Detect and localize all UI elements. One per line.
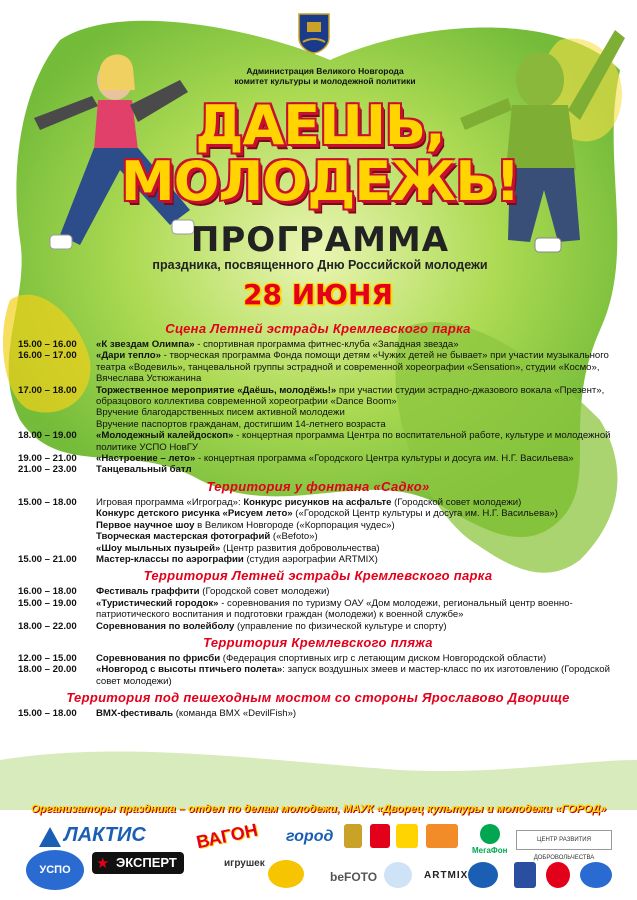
- program-content: [18, 318, 618, 720]
- megafon-logo: [472, 824, 508, 858]
- program-row: [18, 385, 618, 408]
- sponsor-circle-icon: [468, 862, 498, 888]
- sponsor-logos: [0, 818, 637, 900]
- sponsor-circle-icon: [580, 862, 612, 888]
- section-title: Территория Кремлевского пляжа: [203, 634, 433, 650]
- section-title: Территория Летней эстрады Кремлевского парка: [143, 568, 493, 584]
- program-row: [18, 464, 618, 475]
- row-time: [18, 520, 96, 531]
- row-time: 17.00 – 18.00: [18, 384, 77, 396]
- sponsor-emblem-icon: [426, 824, 458, 848]
- sponsor-circle-icon: [268, 860, 304, 888]
- row-time: 18.00 – 20.00: [18, 664, 77, 676]
- row-bold: «Туристический городок»: [96, 597, 219, 609]
- program-row: [18, 497, 618, 508]
- program-row: [18, 520, 618, 531]
- uspo-logo-text: УСПО: [39, 864, 71, 876]
- row-desc: [96, 554, 618, 565]
- program-row: [18, 708, 618, 719]
- program-row: [18, 543, 618, 554]
- row-rest: - спортивная программа фитнес-клуба «Западная звезда»: [194, 339, 459, 350]
- row-time: 15.00 – 16.00: [18, 339, 77, 350]
- row-bold: Творческая мастерская фотографий: [96, 531, 271, 543]
- row-bold: Первое научное шоу: [96, 519, 195, 531]
- row-desc: [96, 497, 618, 508]
- razvitie-logo-text: ЦЕНТР РАЗВИТИЯ ДОБРОВОЛЬЧЕСТВА: [533, 837, 595, 861]
- row-rest: при участии студии эстрадно-джазового вокала «Презент», образцового коллектива современной хореографии «Dance Boom»: [96, 384, 605, 408]
- igrushek-logo: игрушек: [224, 858, 265, 869]
- program-row: [18, 531, 618, 542]
- program-row: [18, 430, 618, 453]
- row-time: 15.00 – 18.00: [18, 496, 77, 508]
- megafon-logo-text: МегаФон: [472, 846, 508, 855]
- row-desc: [96, 453, 618, 464]
- program-row: [18, 419, 618, 430]
- organizers-line: Организаторы праздника – отдел по делам молодежи, МАУК «Дворец культуры и молодежи «ГОРОД»: [30, 803, 607, 815]
- row-time: 15.00 – 18.00: [18, 708, 77, 720]
- row-desc: [96, 621, 618, 632]
- sponsor-circle-icon: [384, 862, 412, 888]
- row-rest: («Befoto»): [270, 531, 318, 543]
- city-coat-of-arms-icon: [297, 12, 331, 54]
- star-icon: ★: [96, 855, 110, 872]
- row-time: 15.00 – 21.00: [18, 553, 77, 565]
- row-time: 16.00 – 17.00: [18, 350, 77, 362]
- sponsor-emblem-icon: [370, 824, 390, 848]
- expert-logo: [92, 852, 184, 874]
- row-time: 12.00 – 15.00: [18, 652, 77, 664]
- row-desc: [96, 508, 618, 519]
- row-desc: [96, 520, 618, 531]
- row-time: 18.00 – 19.00: [18, 430, 77, 442]
- admin-line2: комитет культуры и молодежной политики: [234, 76, 416, 86]
- sponsor-emblem-icon: [396, 824, 418, 848]
- subtitle: праздника, посвященного Дню Российской молодежи: [152, 258, 488, 272]
- uspo-logo: [26, 850, 84, 890]
- program-row: [18, 453, 618, 464]
- row-bold: Соревнования по фрисби: [96, 652, 221, 664]
- row-bold: «Настроение – лето»: [96, 453, 196, 465]
- row-rest: (Федерация спортивных игр с летающим диском Новгородской области): [220, 652, 547, 664]
- row-desc: [96, 598, 618, 621]
- row-bold: Конкурс рисунков на асфальте: [243, 496, 392, 508]
- row-rest: - концертная программа «Городского Центра культуры и досуга им. Н.Г. Васильева»: [195, 453, 574, 465]
- row-time: [18, 531, 96, 542]
- razvitie-logo: [516, 830, 612, 861]
- row-desc: [96, 339, 618, 350]
- row-bold: «Дари тепло»: [96, 350, 161, 362]
- row-desc: [96, 419, 618, 430]
- row-desc: [96, 350, 618, 384]
- row-bold: «Новгород с высоты птичьего полета»: [96, 664, 283, 676]
- admin-line1: Администрация Великого Новгорода: [246, 66, 404, 76]
- befoto-logo: beFOTO: [330, 870, 378, 884]
- row-rest: (управление по физической культуре и спорту): [234, 620, 447, 632]
- row-bold: Танцевальный батл: [96, 464, 192, 476]
- row-bold: Мастер-классы по аэрографии: [96, 553, 244, 565]
- row-rest: в Великом Новгороде («Корпорация чудес»): [194, 519, 395, 531]
- row-rest: : запуск воздушных змеев и мастер-класс по их изготовлению (Городской совет молодежи): [96, 664, 610, 687]
- row-rest: - соревнования по туризму ОАУ «Дом молодежи, региональный центр военно-патриотического воспитания и подготовки граждан (молодежи) к военной службе»: [96, 597, 573, 621]
- main-title-line1: ДАЕШЬ,: [195, 94, 445, 157]
- program-row: [18, 554, 618, 565]
- sponsor-circle-icon: [546, 862, 570, 888]
- laktis-logo-icon: [38, 826, 62, 848]
- row-bold: BMX-фестиваль: [96, 708, 174, 720]
- row-rest: - концертная программа Центра по воспитательной работе, культуре и молодежной политике УСПО НовГУ: [96, 430, 611, 453]
- program-row: [18, 350, 618, 384]
- row-desc: [96, 664, 618, 687]
- row-rest: (студия аэрографии ARTMIX): [243, 553, 378, 565]
- laktis-logo: ЛАКТИС: [64, 824, 146, 846]
- program-row: [18, 407, 618, 418]
- row-rest: (команда BMX «DevilFish»): [173, 708, 297, 720]
- row-desc: [96, 464, 618, 475]
- row-bold: Фестиваль граффити: [96, 586, 200, 598]
- sponsor-emblem-icon: [344, 824, 362, 848]
- program-row: [18, 621, 618, 632]
- row-desc: [96, 430, 618, 453]
- program-row: [18, 339, 618, 350]
- section-title: Территория у фонтана «Садко»: [206, 478, 430, 494]
- row-bold: «Шоу мыльных пузырей»: [96, 542, 221, 554]
- artmix-logo: ARTMIX: [424, 870, 469, 881]
- row-time: [18, 419, 96, 430]
- row-time: 18.00 – 22.00: [18, 620, 77, 632]
- row-desc: [96, 586, 618, 597]
- row-time: [18, 407, 96, 418]
- row-desc: [96, 543, 618, 554]
- section-title: Сцена Летней эстрады Кремлевского парка: [165, 321, 471, 336]
- row-desc: [96, 385, 618, 408]
- expert-logo-text: ЭКСПЕРТ: [116, 855, 177, 870]
- row-time: 19.00 – 21.00: [18, 453, 77, 465]
- sponsor-circle-icon: [514, 862, 536, 888]
- row-desc: [96, 531, 618, 542]
- row-rest: (Городской совет молодежи): [391, 496, 522, 508]
- row-bold: «К звездам Олимпа»: [96, 339, 195, 350]
- row-rest: - творческая программа Фонда помощи детям «Чужих детей не бывает» при участии музыкального театра «Водевиль», танцевальной группы эстрадной и современной хореографии «Sensation», студии «Космо», Вячеслава Устюжанина: [96, 350, 609, 385]
- row-desc: [96, 407, 618, 418]
- row-time: 16.00 – 18.00: [18, 586, 77, 598]
- row-rest: Вручение благодарственных писем активной молодежи: [96, 407, 345, 419]
- row-bold: «Молодежный калейдоскоп»: [96, 430, 234, 442]
- row-rest: («Городской Центр культуры и досуга им. Н.Г. Васильева»): [292, 508, 558, 520]
- row-bold: Торжественное мероприятие «Даёшь, молодёжь!»: [96, 384, 337, 396]
- event-date: 28 ИЮНЯ: [242, 278, 393, 311]
- megafon-icon: [480, 824, 500, 844]
- organizer-header: [205, 66, 445, 86]
- row-time: 15.00 – 19.00: [18, 597, 77, 609]
- row-bold: Соревнования по волейболу: [96, 620, 235, 632]
- row-rest: Игровая программа «Игроград»:: [96, 496, 244, 508]
- program-row: [18, 598, 618, 621]
- section-title: Территория под пешеходным мостом со стороны Ярославово Дворище: [66, 690, 570, 706]
- row-rest: Вручение паспортов гражданам, достигшим 14-летнего возраста: [96, 418, 386, 430]
- row-desc: [96, 653, 618, 664]
- row-desc: [96, 708, 618, 719]
- row-time: 21.00 – 23.00: [18, 464, 77, 476]
- program-heading: ПРОГРАММА: [190, 220, 450, 260]
- vagon-logo: ВАГОН: [194, 819, 260, 853]
- program-row: [18, 664, 618, 687]
- row-time: [18, 543, 96, 554]
- gorod-logo: город: [286, 828, 334, 845]
- program-row: [18, 586, 618, 597]
- row-time: [18, 508, 96, 519]
- row-rest: (Городской совет молодежи): [199, 586, 330, 598]
- main-title-line2: МОЛОДЕЖЬ!: [120, 150, 520, 213]
- row-bold: Конкурс детского рисунка «Рисуем лето»: [96, 508, 293, 520]
- program-row: [18, 653, 618, 664]
- program-row: [18, 508, 618, 519]
- row-rest: (Центр развития добровольчества): [220, 542, 380, 554]
